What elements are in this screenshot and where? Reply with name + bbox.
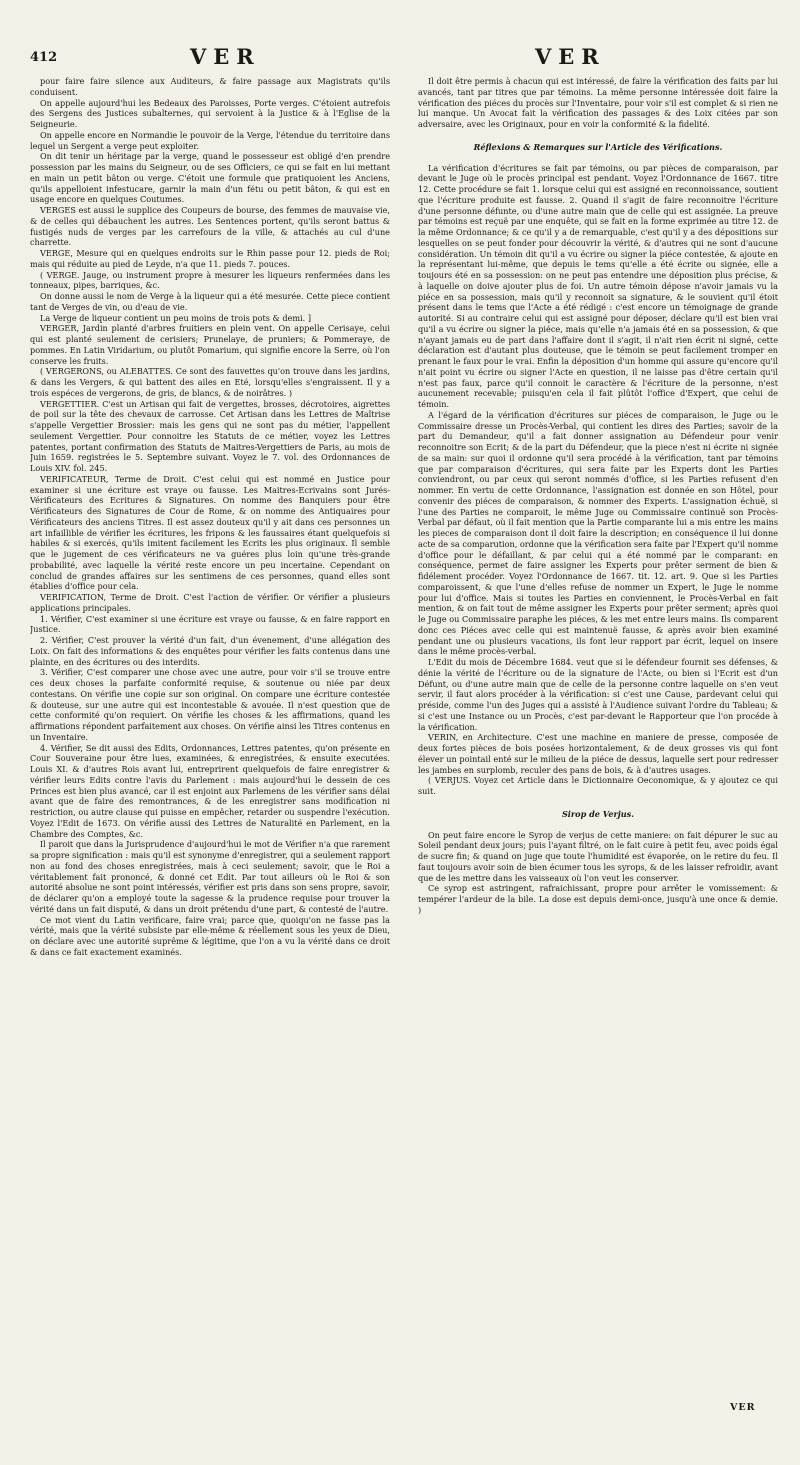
page-number: 412: [30, 50, 58, 65]
paragraph: Ce syrop est astringent, rafraichissant, propre pour arrêter le vomissement: & tempérer l'ardeur de la bile. La dose est depuis demi-once, jusqu'à une once & demie. ): [418, 883, 778, 915]
section-heading-sirop: Sirop de Verjus.: [561, 808, 635, 819]
page-header: [30, 44, 770, 72]
paragraph: Ce mot vient du Latin verificare, faire vrai; parce que, quoiqu'on ne fasse pas la vérité, mais que la vérité subsiste par elle-même & réellement sous les yeux de Dieu, on déclare avec une autorité suprême & légitime, que l'on a vu la vérité dans ce droit & dans ce fait exactement examinés.: [30, 914, 390, 957]
paragraph: 3. Vérifier, C'est comparer une chose avec une autre, pour voir s'il se trouve entre ces deux choses la parfaite conformité requise, & soutenue ou niée par deux contestans. On vérifie une copie sur son original. On compare une écriture contestée & douteuse, sur une autre qui est incontestable & avouée. Il n'est question que de cette conformité qu'on requiert. On vérifie les choses & les affirmations, quand les affirmations répondent parfaitement aux choses. On vérifie ainsi les Titres contenus en un Inventaire.: [30, 667, 390, 742]
right-column: [418, 76, 778, 1426]
paragraph: VERIFICATION, Terme de Droit. C'est l'action de vérifier. Or vérifier a plusieurs applications principales.: [30, 592, 390, 613]
paragraph: 2. Vérifier, C'est prouver la vérité d'un fait, d'un évenement, d'une allégation des Loix. On fait des informations & des enquêtes pour vérifier les faits contenus dans une plainte, en des écritures ou des interdits.: [30, 635, 390, 667]
paragraph: pour faire faire silence aux Auditeurs, & faire passage aux Magistrats qu'ils conduisent.: [30, 76, 390, 97]
paragraph: On peut faire encore le Syrop de verjus de cette maniere: on fait dépurer le suc au Soleil pendant deux jours; puis l'ayant filtré, on le fait cuire à petit feu, avec poids égal de sucre fin; & quand on juge que toute l'humidité est évaporée, on le retire du feu. Il faut toujours avoir soin de bien écumer tous les syrops, & de les laisser refroidir, avant que de les mettre dans les vaisseaux où l'on veut les conserver.: [418, 829, 778, 883]
paragraph: VERGE, Mesure qui en quelques endroits sur le Rhin passe pour 12. pieds de Roi; mais qui réduite au pied de Leyde, n'a que 11. pieds 7. pouces.: [30, 248, 390, 269]
paragraph: ( VERJUS. Voyez cet Article dans le Dictionnaire Oeconomique, & y ajoutez ce qui suit.: [418, 775, 778, 796]
paragraph: La Verge de liqueur contient un peu moins de trois pots & demi. ]: [40, 312, 311, 323]
paragraph: VERGETTIER. C'est un Artisan qui fait de vergettes, brosses, décrotoires, aigrettes de poil sur la tête des chevaux de carrosse. Cet Artisan dans les Lettres de Maîtrise s'appelle Vergettier Brossier: mais les gens qui ne sont pas du métier, l'appellent seulement Vergettier. Pour connoitre les Statuts de ce métier, voyez les Lettres patentes, portant confirmation des Statuts de Maitres-Vergettiers de Paris, au mois de Juin 1659. registrées le 5. Septembre suivant. Voyez le 7. vol. des Ordonnances de Louis XIV. fol. 245.: [30, 398, 390, 473]
paragraph: VERGES est aussi le supplice des Coupeurs de bourse, des femmes de mauvaise vie, & de celles qui débauchent les autres. Les Sentences portent, qu'ils seront battus & fustigés nuds de verges par les carrefours de la ville, & attachés au cul d'une charrette.: [30, 205, 390, 248]
paragraph: VERGER, Jardin planté d'arbres fruitiers en plein vent. On appelle Cerisaye, celui qui est planté seulement de cerisiers; Prunelaye, de pruniers; & Pommeraye, de pommes. En Latin Viridarium, ou plutôt Pomarium, qui signifie encore la Serre, où l'on conserve les fruits.: [30, 323, 390, 366]
paragraph: 4. Vérifier, Se dit aussi des Edits, Ordonnances, Lettres patentes, qu'on présente en Cour Souveraine pour être lues, examinées, & enregistrées, & ensuite executées. Louis XI. & d'autres Rois avant lui, entreprirent quelquefois de faire enregistrer & vérifier leurs Edits contre l'avis du Parlement : mais aujourd'hui le dessein de ces Princes est bien plus avancé, car il est enjoint aux Parlemens de les vérifier sans délai avant que de faire des remontrances, & de les enregistrer sans modification ni restriction, ou autre clause qui puisse en empêcher, retarder ou suspendre l'exécution. Voyez l'Edit de 1673. On vérifie aussi des Lettres de Naturalité en Parlement, en la Chambre des Comptes, &c.: [30, 742, 390, 839]
paragraph: La vérification d'écritures se fait par témoins, ou par pièces de comparaison, par devant le Juge où le procès principal est pendant. Voyez l'Ordonnance de 1667. titre 12. Cette procédure se fait 1. lorsque celui qui est assigné en reconnoissance, soutient que l'écriture produite est fausse. 2. Quand il s'agit de faire reconnoitre l'écriture d'une personne défunte, ou d'une autre main que de celle qui est assignée. La preuve par témoins est reçuë par une enquête, qui se fait en la forme exprimée au titre 12. de la même Ordonnance; & ce qu'il y a de remarquable, c'est qu'il y a des dépositions sur lesquelles on se peut fonder pour découvrir la vérité, & d'autres qui ne sont d'aucune considération. Un témoin dit qu'il a vu écrire ou signer la piéce contestée, & ajoute en la représentant lui-même, que depuis le tems qu'elle a été écrite ou signée, elle a toujours été en sa possession: on ne peut pas entendre une déposition plus précise, & à laquelle on doive ajouter plus de foi. Un autre témoin dépose n'avoir jamais vu la piéce en sa possession, mais qu'il y reconnoit sa signature, & le souvient qu'il étoit présent dans le tems que l'Acte a été rédigé : c'est encore un témoignage de grande autorité. Si au contraire celui qui est assigné pour déposer, déclare qu'il est bien vrai qu'il a vu écrire ou signer la piéce, mais qu'elle n'a jamais été en sa possession, & que n'ayant jamais eu de part dans l'affaire dont il s'agit, il n'ait rien écrit ni signé, cette déclaration est d'autant plus douteuse, que le témoin se peut facilement tromper en prenant le faux pour le vrai. Enfin la déposition d'un homme qui assure qu'encore qu'il n'ait point vu écrire ou signer l'Acte en question, il ne laisse pas d'être certain qu'il n'est pas faux, parce qu'il connoit le caractère & l'écriture de la personne, n'est aucunement recevable; puisqu'en cela il fait plûtôt l'office d'Expert, que celui de témoin.: [418, 162, 778, 409]
paragraph: On donne aussi le nom de Verge à la liqueur qui a été mesurée. Cette piece contient tant de Verges de vin, ou d'eau de vie.: [30, 291, 390, 312]
paragraph: ( VERGE. Jauge, ou instrument propre à mesurer les liqueurs renfermées dans les tonneaux, pipes, barriques, &c.: [30, 269, 390, 291]
running-head-left: VER: [190, 44, 261, 69]
running-head-right: VER: [535, 44, 606, 69]
paragraph: On appelle aujourd'hui les Bedeaux des Paroisses, Porte verges. C'étoient autrefois des Sergens des Justices subalternes, qui servoient à la Justice & à l'Eglise de la Seigneurie.: [30, 97, 390, 129]
paragraph: On appelle encore en Normandie le pouvoir de la Verge, l'étendue du territoire dans lequel un Sergent a verge peut exploiter.: [30, 129, 390, 151]
section-heading-reflexions: Réflexions & Remarques sur l'Article des Vérifications.: [473, 141, 723, 152]
paragraph: VERIN, en Architecture. C'est une machine en maniere de presse, composée de deux fortes pièces de bois posées horizontalement, & de deux grosses vis qui font élever un pointail enté sur le milieu de la piéce de dessus, laquelle sert pour redresser les jambes en surplomb, reculer des pans de bois, & à d'autres usages.: [418, 732, 778, 775]
paragraph: ( VERGERONS, ou ALEBATTES. Ce sont des fauvettes qu'on trouve dans les jardins, & dans les Vergers, & qui battent des ailes en Eté, lorsqu'elles s'engraissent. Il y a trois espéces de vergerons, de gris, de blancs, & de noirâtres. ): [30, 366, 390, 398]
paragraph: L'Edit du mois de Décembre 1684. veut que si le défendeur fournit ses défenses, & dénie la vérité de l'écriture ou de la signature de l'Acte, ou bien si l'Ecrit est d'un Défunt, ou d'une autre main que de celle de la personne contre laquelle on s'en veut servir, il faut alors procéder à la vérification: si c'est une Cause, pardevant celui qui préside, comme l'un des Juges qui a assisté à l'Audience suivant l'ordre du Tableau; & si c'est une Instance ou un Procès, c'est par-devant le Rapporteur que l'on procéde à la vérification.: [418, 657, 778, 732]
paragraph: 1. Vérifier, C'est examiner si une écriture est vraye ou fausse, & en faire rapport en Justice.: [30, 613, 390, 635]
paragraph: On dit tenir un héritage par la verge, quand le possesseur est obligé d'en prendre possession par les mains du Seigneur, ou de ses Officiers, ce qui se fait en lui mettant en main un petit bâton ou verge. C'étoit une formule que pratiquoient les Anciens, qu'ils appelloient infestucare, garnir la main d'un fétu ou petit bâton, & qui est en usage encore en quelques Coutumes.: [30, 151, 390, 205]
paragraph: A l'égard de la vérification d'écritures sur piéces de comparaison, le Juge ou le Commissaire dresse un Procès-Verbal, qui contient les dires des Parties; savoir de la part du Demandeur, qu'il a fait donner assignation au Défendeur pour venir reconnoitre son Ecrit; & de la part du Défendeur, que la piece n'est ni écrite ni signée de sa main: sur quoi il ordonne qu'il sera procédé à la vérification, tant par témoins que par comparaison d'écritures, qui sera faite par les Experts dont les Parties conviendront, ou par ceux qui seront nommés d'office, si les Parties refusent d'en nommer. En vertu de cette Ordonnance, l'assignation est donnée en son Hôtel, pour convenir des piéces de comparaison, & nommer des Experts. L'assignation échuë, si l'une des Parties ne comparoit, le même Juge ou Commissaire continuë son Procès-Verbal par défaut, où il fait mention que la Partie comparante lui a mis entre les mains les pieces de comparaison dont il doit faire la description; en conséquence il lui donne acte de sa comparution, ordonne que la vérification sera faite par l'Expert qu'il nomme d'office pour le défaillant, & par celui qui a été nommé par le comparant: en conséquence, permet de faire assigner les Experts pour prêter serment de bien & fidélement procéder. Voyez l'Ordonnance de 1667. tit. 12. art. 9. Que si les Parties comparoissent, & que l'une d'elles refuse de nommer un Expert, le Juge le nomme pour lui d'office. Mais si toutes les Parties en conviennent, le Procès-Verbal en fait mention, & on fait tout de même assigner les Experts pour prêter serment; après quoi le Juge ou Commissaire paraphe les piéces, & les met entre leurs mains. Ils comparent donc ces Piéces avec celle qui est maintenuë fausse, & après avoir bien examiné pendant une ou plusieurs vacations, ils font leur rapport par écrit, lequel on insere dans le même procès-verbal.: [418, 409, 778, 657]
paragraph: Il doit être permis à chacun qui est intéressé, de faire la vérification des faits par lui avancés, tant par titres que par témoins. La même personne intéressée doit faire la vérification des piéces du procès sur l'Inventaire, pour voir s'il est complet & si rien ne lui manque. Un Avocat fait la vérification des passages & des Loix citées par son adversaire, avec les Originaux, pour en voir la conformité & la fidelité.: [418, 76, 778, 129]
paragraph: VERIFICATEUR, Terme de Droit. C'est celui qui est nommé en Justice pour examiner si une écriture est vraye ou fausse. Les Maitres-Ecrivains sont Jurés-Vérificateurs des Ecritures & Signatures. On nomme des Banquiers pour être Vérificateurs des Signatures de Cour de Rome, & on nomme des Antiquaires pour Vérificateurs des anciens Titres. Il est assez douteux qu'il y ait dans ces personnes un art infaillible de vérifier les écritures, les fripons & les faussaires étant quelquefois si habiles & si exercés, qu'ils imitent facilement les Ecrits les plus originaux. Il semble que le jugement de ces vérificateurs ne va guéres plus loin qu'une très-grande probabilité, avec laquelle la vérité reste encore un peu incertaine. Cependant on conclud de grandes affaires sur les sentimens de ces personnes, quand elles sont établies d'office pour cela.: [30, 473, 390, 592]
left-column: [30, 76, 390, 1241]
paragraph: Il paroit que dans la Jurisprudence d'aujourd'hui le mot de Vérifier n'a que rarement sa propre signification : mais qu'il est synonyme d'enregistrer, qui a seulement rapport non au fond des choses enregistrées, mais à ceci seulement; savoir, que le Roi a véritablement fait prononcé, & donné cet Edit. Par tout ailleurs où le Roi & son autorité absolue ne sont point intéressés, vérifier est pris dans son sens propre, savoir, de déclarer qu'on a employé toute la sagesse & la prudence requise pour trouver la vérité dans un fait disputé, & dans un droit prétendu d'une part, & contesté de l'autre.: [30, 839, 390, 914]
catchword: VER: [730, 1402, 756, 1413]
